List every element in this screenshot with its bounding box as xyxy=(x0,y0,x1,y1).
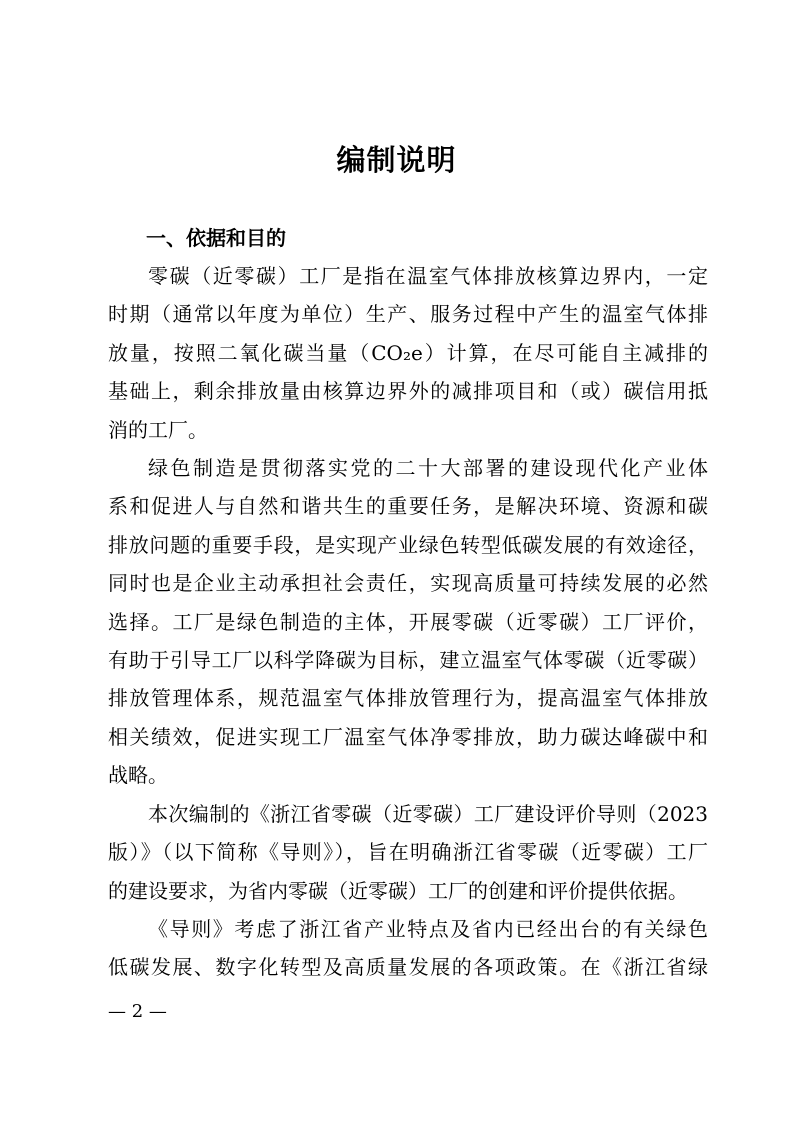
section-heading: 一、依据和目的 xyxy=(146,226,286,250)
paragraph-line: 相关绩效，促进实现工厂温室气体净零排放，助力碳达峰碳中和 xyxy=(108,724,708,749)
paragraph xyxy=(108,257,708,449)
paragraph-line: 零碳（近零碳）工厂是指在温室气体排放核算边界内，一定 xyxy=(148,264,708,288)
paragraph-line: 排放问题的重要手段，是实现产业绿色转型低碳发展的有效途径， xyxy=(108,532,708,557)
paragraph-line: 本次编制的《浙江省零碳（近零碳）工厂建设评价导则（2023 xyxy=(148,802,708,826)
page-title: 编制说明 xyxy=(336,143,457,177)
paragraph-line: 战略。 xyxy=(108,763,168,788)
paragraph-line: 排放管理体系，规范温室气体排放管理行为，提高温室气体排放 xyxy=(108,686,708,711)
paragraph-line: 基础上，剩余排放量由核算边界外的减排项目和（或）碳信用抵 xyxy=(108,379,708,404)
paragraph-line: 低碳发展、数字化转型及高质量发展的各项政策。在《浙江省绿 xyxy=(108,955,708,980)
paragraph-line: 放量，按照二氧化碳当量（CO₂e）计算，在尽可能自主减排的 xyxy=(108,340,708,365)
paragraph-line: 同时也是企业主动承担社会责任，实现高质量可持续发展的必然 xyxy=(108,571,708,596)
page-number: — 2 — xyxy=(108,1001,167,1022)
paragraph xyxy=(108,910,708,987)
paragraph-line: 有助于引导工厂以科学降碳为目标，建立温室气体零碳（近零碳） xyxy=(108,647,708,672)
paragraph-line: 消的工厂。 xyxy=(108,417,208,442)
paragraph-line: 的建设要求，为省内零碳（近零碳）工厂的创建和评价提供依据。 xyxy=(108,878,688,903)
paragraph-line: 时期（通常以年度为单位）生产、服务过程中产生的温室气体排 xyxy=(108,302,708,327)
paragraph-line: 《导则》考虑了浙江省产业特点及省内已经出台的有关绿色 xyxy=(148,917,708,941)
paragraph xyxy=(108,795,708,910)
paragraph-line: 版）》（以下简称《导则》），旨在明确浙江省零碳（近零碳）工厂 xyxy=(108,840,708,865)
paragraph xyxy=(108,449,708,795)
paragraph-line: 系和促进人与自然和谐共生的重要任务，是解决环境、资源和碳 xyxy=(108,494,708,519)
paragraph-line: 选择。工厂是绿色制造的主体，开展零碳（近零碳）工厂评价， xyxy=(108,609,708,634)
paragraph-line: 绿色制造是贯彻落实党的二十大部署的建设现代化产业体 xyxy=(148,456,708,480)
